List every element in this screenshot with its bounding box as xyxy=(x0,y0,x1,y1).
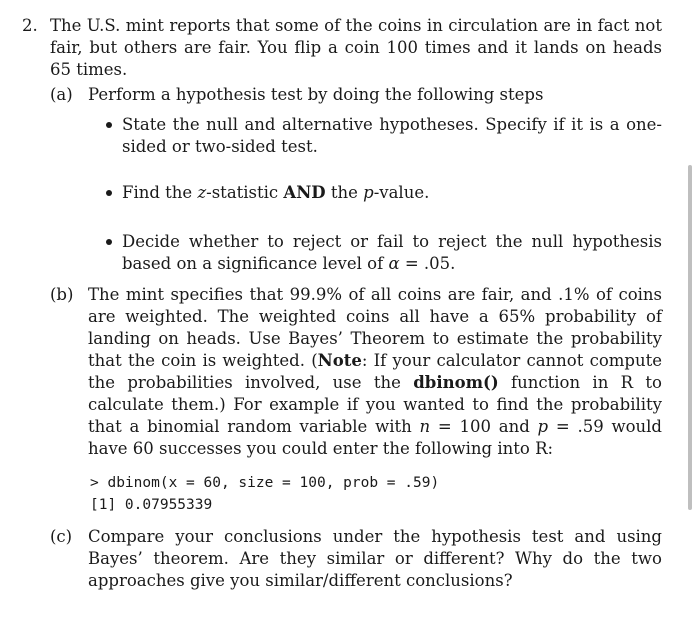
bullet-hypotheses-text: State the null and alternative hypotheses. Specify if it is a one-sided or two-sided test. xyxy=(122,115,662,156)
part-c-text: Compare your conclusions under the hypothesis test and using Bayes’ theorem. Are they similar or different? Why do the two approaches give you similar/different conclusions? xyxy=(88,527,662,590)
p-symbol: p xyxy=(537,417,549,436)
r-code-command: > dbinom(x = 60, size = 100, prob = .59) xyxy=(90,475,440,491)
bullet-decision-text-1: Decide whether to reject or fail to reject the null hypothesis based on a significance level of xyxy=(122,232,662,273)
vertical-scrollbar[interactable] xyxy=(688,165,692,510)
bullet-dot-icon xyxy=(106,239,112,245)
alpha-symbol: α xyxy=(388,254,400,273)
problem-intro xyxy=(22,15,662,81)
p-symbol: p xyxy=(363,183,374,202)
part-b-text-4: = 100 and xyxy=(430,417,538,436)
bullet-statistic-text-2: -statistic xyxy=(206,183,284,202)
and-emphasis: AND xyxy=(283,183,326,202)
r-code-output: [1] 0.07955339 xyxy=(90,497,213,513)
part-b xyxy=(50,284,662,460)
part-a-text: Perform a hypothesis test by doing the following steps xyxy=(88,85,544,104)
n-symbol: n xyxy=(419,417,431,436)
bullet-statistic-text-1: Find the xyxy=(122,183,198,202)
bullet-statistic-text-4: -value. xyxy=(373,183,430,202)
part-b-text-3: function in R to calculate them.) For example if you wanted to find the probability that a binomial random variable with xyxy=(88,373,662,436)
z-symbol: z xyxy=(197,183,207,202)
bullet-decision-text-2: = .05. xyxy=(399,254,456,273)
bullet-statistic-text-3: the xyxy=(325,183,364,202)
dbinom-function-name: dbinom() xyxy=(413,373,499,392)
part-a-label: (a) xyxy=(50,85,73,104)
part-c-label: (c) xyxy=(50,527,73,546)
part-a-bullet-statistic xyxy=(122,182,662,204)
bullet-dot-icon xyxy=(106,190,112,196)
part-b-label: (b) xyxy=(50,285,74,304)
part-b-text-1: The mint specifies that 99.9% of all coins are fair, and .1% of coins are weighted. The weighted coins all have a 65% probability of landing on heads. Use Bayes’ Theorem to estimate the probability that the coin is weighted. ( xyxy=(88,285,662,370)
part-a xyxy=(50,84,662,106)
problem-intro-text: The U.S. mint reports that some of the coins in circulation are in fact not fair, but others are fair. You flip a coin 100 times and it lands on heads 65 times. xyxy=(50,16,662,79)
part-b-text-2: : If your calculator cannot compute the probabilities involved, use the xyxy=(88,351,662,392)
part-a-bullet-decision xyxy=(122,231,662,275)
problem-number: 2. xyxy=(22,16,38,35)
note-emphasis: Note xyxy=(317,351,362,370)
part-a-bullet-hypotheses xyxy=(122,114,662,158)
part-c xyxy=(50,526,662,592)
part-b-text-5: = .59 would have 60 successes you could enter the following into R: xyxy=(88,417,662,458)
bullet-dot-icon xyxy=(106,122,112,128)
